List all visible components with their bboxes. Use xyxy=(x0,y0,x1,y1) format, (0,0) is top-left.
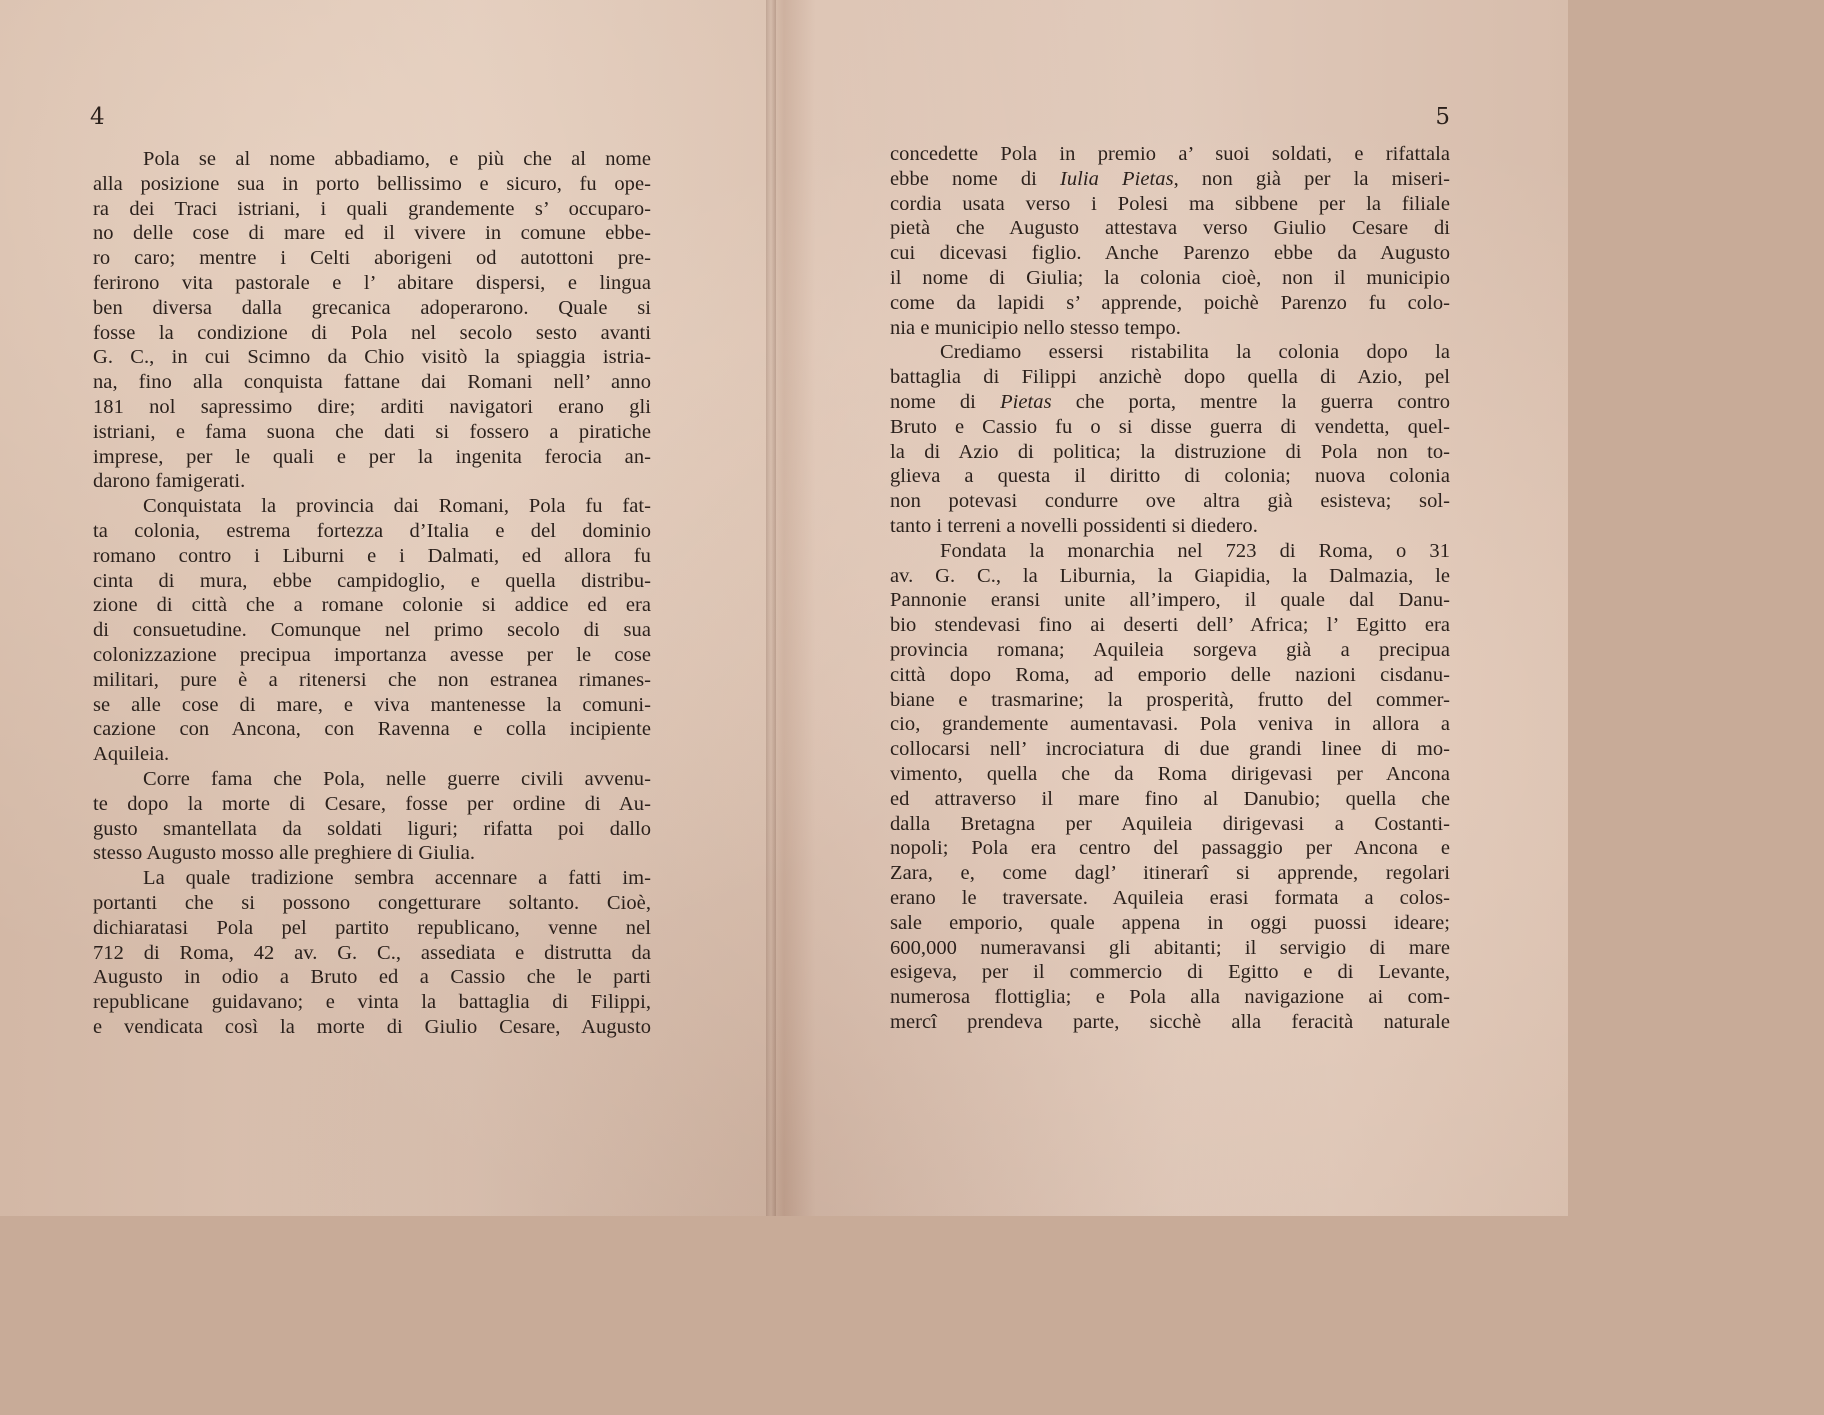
text-line: av. G. C., la Liburnia, la Giapidia, la Dalmazia, le xyxy=(890,564,1450,587)
text-line: bio stendevasi fino ai deserti dell’ Africa; l’ Egitto era xyxy=(890,614,1450,637)
page-number: 4 xyxy=(90,104,105,130)
text-line: Aquileia. xyxy=(93,743,170,766)
text-line: biane e trasmarine; la prosperità, frutto del commer- xyxy=(890,688,1450,711)
text-line: na, fino alla conquista fattane dai Romani nell’ anno xyxy=(93,371,651,394)
text-line: concedette Pola in premio a’ suoi soldati, e rifattala xyxy=(890,143,1450,165)
text-line: G. C., in cui Scimno da Chio visitò la spiaggia istria- xyxy=(93,346,651,369)
text-line: il nome di Giulia; la colonia cioè, non il municipio xyxy=(890,266,1450,289)
text-line: cio, grandemente aumentavasi. Pola veniva in allora a xyxy=(890,713,1450,736)
text-line: Augusto in odio a Bruto ed a Cassio che le parti xyxy=(93,966,651,989)
text-line: nopoli; Pola era centro del passaggio per Ancona e xyxy=(890,837,1450,860)
text-line: 600,000 numeravansi gli abitanti; il servigio di mare xyxy=(890,936,1450,959)
text-line: come da lapidi s’ apprende, poichè Parenzo fu colo- xyxy=(890,291,1450,314)
text-line: cordia usata verso i Polesi ma sibbene per la filiale xyxy=(890,192,1450,215)
text-line: La quale tradizione sembra accennare a fatti im- xyxy=(143,867,651,890)
text-line: te dopo la morte di Cesare, fosse per ordine di Au- xyxy=(93,792,651,815)
text-line: se alle cose di mare, e viva mantenesse la comuni- xyxy=(93,693,651,716)
text-line: Zara, e, come dagl’ itinerarî si apprende, regolari xyxy=(890,862,1450,885)
text-line: Pola se al nome abbadiamo, e più che al nome xyxy=(143,148,651,170)
text-line: collocarsi nell’ incrociatura di due grandi linee di mo- xyxy=(890,738,1450,761)
text-line: pietà che Augusto attestava verso Giulio Cesare di xyxy=(890,217,1450,240)
text-line: fosse la condizione di Pola nel secolo sesto avanti xyxy=(93,321,651,344)
text-line: Fondata la monarchia nel 723 di Roma, o 31 xyxy=(940,539,1450,562)
text-line: cui dicevasi figlio. Anche Parenzo ebbe da Augusto xyxy=(890,242,1450,265)
text-line: Corre fama che Pola, nelle guerre civili avvenu- xyxy=(143,767,651,790)
text-line: ro caro; mentre i Celti aborigeni od autottoni pre- xyxy=(93,247,651,270)
text-line: zione di città che a romane colonie si addice ed era xyxy=(93,594,651,617)
text-line: portanti che si possono congetturare soltanto. Cioè, xyxy=(93,891,651,914)
text-line: nia e municipio nello stesso tempo. xyxy=(890,316,1181,339)
text-line: gusto smantellata da soldati liguri; rifatta poi dallo xyxy=(93,817,651,840)
text-line: cazione con Ancona, con Ravenna e colla incipiente xyxy=(93,718,651,741)
text-line: vimento, quella che da Roma dirigevasi per Ancona xyxy=(890,762,1450,785)
text-line: glieva a questa il diritto di colonia; nuova colonia xyxy=(890,465,1450,488)
text-line: esigeva, per il commercio di Egitto e di Levante, xyxy=(890,961,1450,984)
text-line: numerosa flottiglia; e Pola alla navigazione ai com- xyxy=(890,986,1450,1009)
text-line: militari, pure è a ritenersi che non estranea rimanes- xyxy=(93,668,651,691)
text-line: dichiaratasi Pola pel partito republicano, venne nel xyxy=(93,916,651,939)
text-line: la di Azio di politica; la distruzione di Pola non to- xyxy=(890,440,1450,463)
text-line: no delle cose di mare ed il vivere in comune ebbe- xyxy=(93,222,651,245)
page-text xyxy=(890,142,1450,1035)
italic-term: Iulia Pietas xyxy=(1059,167,1174,190)
left-page xyxy=(0,0,768,1216)
text-line: ta colonia, estrema fortezza d’Italia e del dominio xyxy=(93,519,651,542)
text-line: istriani, e fama suona che dati si fossero a piratiche xyxy=(93,420,651,443)
text-line: provincia romana; Aquileia sorgeva già a precipua xyxy=(890,638,1450,661)
text-line: cinta di mura, ebbe campidoglio, e quella distribu- xyxy=(93,569,651,592)
text-line: Crediamo essersi ristabilita la colonia dopo la xyxy=(940,341,1450,364)
right-page xyxy=(776,0,1568,1216)
text-line: di consuetudine. Comunque nel primo secolo di sua xyxy=(93,619,651,642)
text-line: ed attraverso il mare fino al Danubio; quella che xyxy=(890,787,1450,810)
page-number: 5 xyxy=(1435,104,1450,130)
text-line: sale emporio, quale appena in oggi puossi ideare; xyxy=(890,911,1450,934)
text-line: darono famigerati. xyxy=(93,470,246,493)
text-line: alla posizione sua in porto bellissimo e sicuro, fu ope- xyxy=(93,172,651,195)
text-line: erano le traversate. Aquileia erasi formata a colos- xyxy=(890,886,1450,909)
text-line: ben diversa dalla grecanica adoperarono. Quale si xyxy=(93,296,651,319)
text-line: e vendicata così la morte di Giulio Cesare, Augusto xyxy=(93,1015,651,1038)
text-line: 712 di Roma, 42 av. G. C., assediata e distrutta da xyxy=(93,941,651,964)
text-line: imprese, per le quali e per la ingenita ferocia an- xyxy=(93,445,651,468)
text-line: mercî prendeva parte, sicchè alla feracità naturale xyxy=(890,1010,1450,1033)
text-line: colonizzazione precipua importanza avesse per le cose xyxy=(93,643,651,666)
text-line: tanto i terreni a novelli possidenti si diedero. xyxy=(890,514,1258,537)
text-line: Conquistata la provincia dai Romani, Pola fu fat- xyxy=(143,495,651,518)
text-line: ra dei Traci istriani, i quali grandemente s’ occuparo- xyxy=(93,197,651,220)
text-line: stesso Augusto mosso alle preghiere di Giulia. xyxy=(93,842,476,865)
text-line: ferirono vita pastorale e l’ abitare dispersi, e lingua xyxy=(93,271,651,294)
text-line: dalla Bretagna per Aquileia dirigevasi a Costanti- xyxy=(890,812,1450,835)
text-line: battaglia di Filippi anzichè dopo quella di Azio, pel xyxy=(890,366,1450,389)
text-line: Pannonie eransi unite all’impero, il quale dal Danu- xyxy=(890,589,1450,612)
text-line: città dopo Roma, ad emporio delle nazioni cisdanu- xyxy=(890,663,1450,686)
page-text xyxy=(93,147,651,1040)
text-line: 181 nol sapressimo dire; arditi navigatori erano gli xyxy=(93,395,651,418)
text-line: republicane guidavano; e vinta la battaglia di Filippi, xyxy=(93,991,651,1014)
text-line: Bruto e Cassio fu o si disse guerra di vendetta, quel- xyxy=(890,415,1450,438)
text-line: non potevasi condurre ove altra già esisteva; sol- xyxy=(890,490,1450,513)
text-line: ebbe nome di Iulia Pietas, non già per la miseri- xyxy=(890,167,1450,190)
text-line: nome di Pietas che porta, mentre la guerra contro xyxy=(890,390,1450,413)
italic-term: Pietas xyxy=(1000,390,1052,413)
text-line: romano contro i Liburni e i Dalmati, ed allora fu xyxy=(93,544,651,567)
